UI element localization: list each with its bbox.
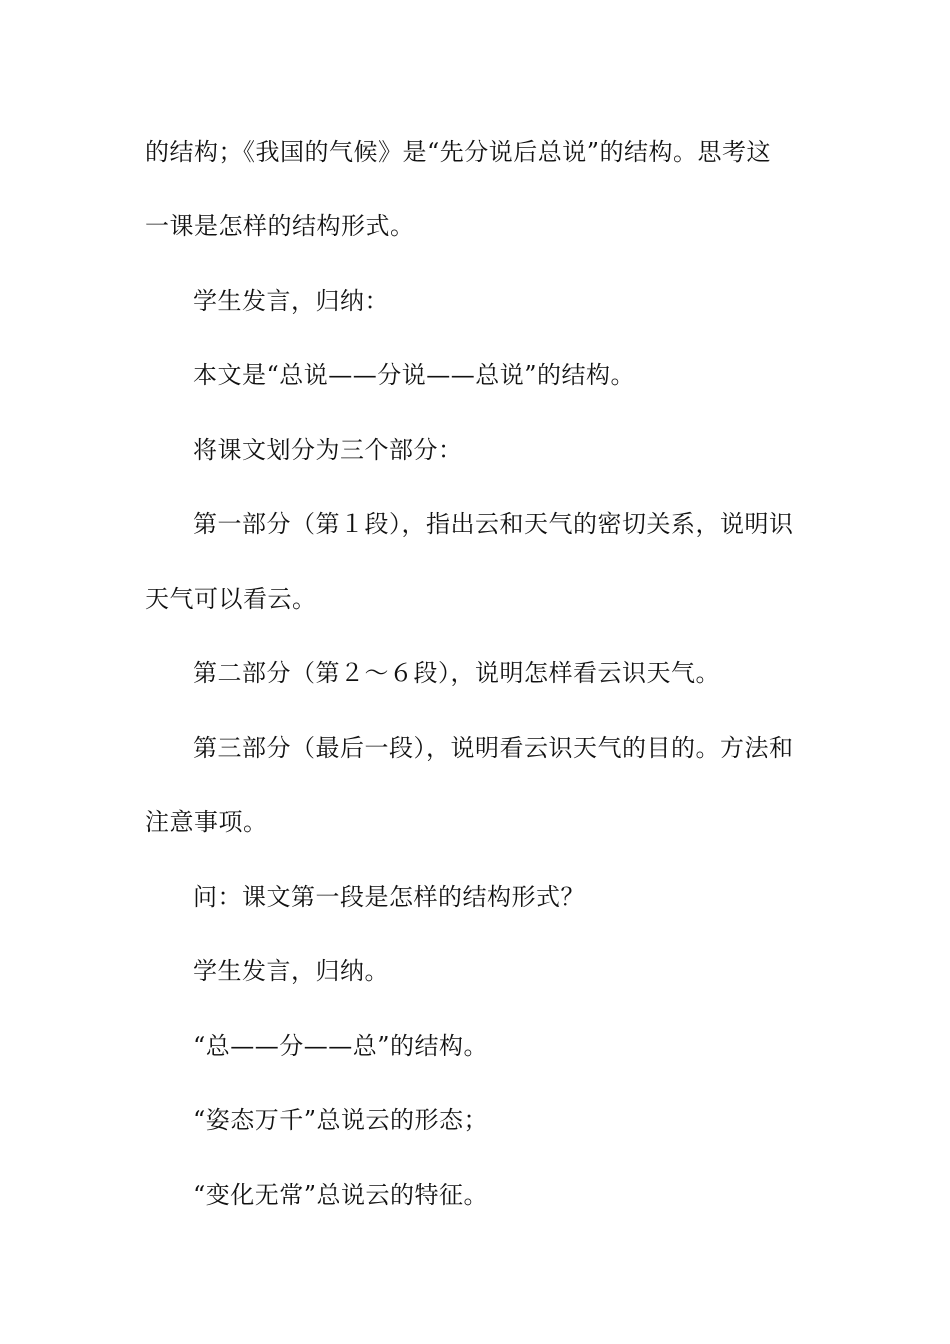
text-line: 注意事项。 — [145, 808, 268, 836]
text-line: 本文是“总说——分说——总说”的结构。 — [193, 361, 636, 389]
text-line: “姿态万千”总说云的形态； — [193, 1106, 489, 1134]
text-line: “变化无常”总说云的特征。 — [193, 1181, 489, 1209]
text-line: 一课是怎样的结构形式。 — [145, 212, 415, 240]
text-line: 问：课文第一段是怎样的结构形式？ — [193, 883, 585, 911]
text-line: 天气可以看云。 — [145, 585, 317, 613]
text-line: “总——分——总”的结构。 — [193, 1032, 489, 1060]
text-line: 第二部分（第２～６段），说明怎样看云识天气。 — [193, 659, 720, 687]
text-line: 将课文划分为三个部分： — [193, 436, 463, 464]
text-line: 学生发言，归纳： — [193, 287, 389, 315]
text-line: 学生发言，归纳。 — [193, 957, 389, 985]
text-line: 第一部分（第１段），指出云和天气的密切关系，说明识 — [193, 510, 794, 538]
text-line: 第三部分（最后一段），说明看云识天气的目的。方法和 — [193, 734, 794, 762]
text-line: 的结构；《我国的气候》是“先分说后总说”的结构。思考这 — [145, 138, 772, 166]
